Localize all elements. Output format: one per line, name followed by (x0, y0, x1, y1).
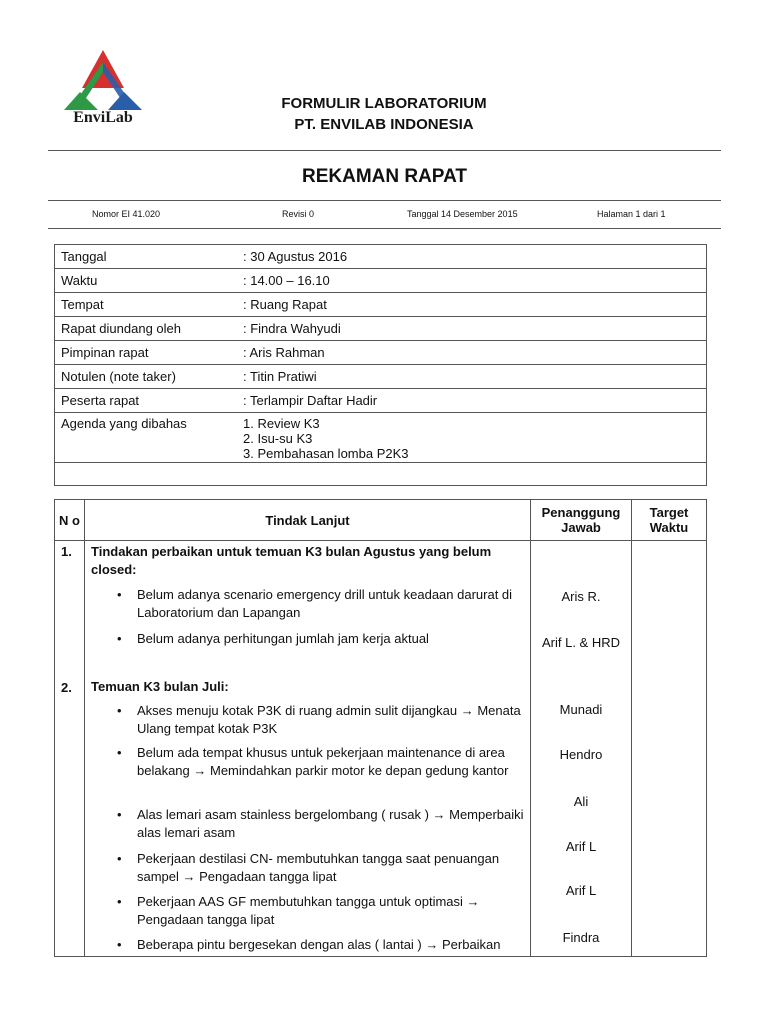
info-label: Pimpinan rapat (55, 341, 238, 365)
bullet-icon: • (117, 631, 122, 646)
agenda-list (237, 413, 707, 463)
bullet-icon: • (117, 745, 122, 760)
info-label: Tempat (55, 293, 238, 317)
meeting-info-table (54, 244, 707, 486)
info-value: : Titin Pratiwi (237, 365, 707, 389)
info-value: : 30 Agustus 2016 (237, 245, 707, 269)
item-heading: Tindakan perbaikan untuk temuan K3 bulan Agustus yang belum closed: (91, 544, 492, 577)
pj-name: Ali (573, 794, 589, 809)
pj-name: Arif L. & HRD (541, 635, 620, 650)
action-table-header (55, 500, 707, 541)
document-title: REKAMAN RAPAT (301, 166, 467, 187)
tindak-cell: Tindakan perbaikan untuk temuan K3 bulan Agustus yang belum closed: • Belum adanya scenario emergency drill untuk keadaan darurat di Laboratorium dan Lapangan • Belum adanya perhitungan jumlah jam kerja aktual Temuan K3 bulan Juli: • Akses menuju kotak P3K di ruang admin sulit dijangkau → Menata Ulang tempat kotak P3K • Belum ada tempat khusus untuk pekerjaan maintenance di area belakang → Memindahkan parkir motor ke depan gedung kantor • Alas lemari asam stainless bergelombang ( rusak ) → Memperbaiki alas lemari asam • Pekerjaan destilasi CN- membutuhkan tangga saat penuangan sampel → Pengadaan tangga lipat • Pekerjaan AAS GF membutuhkan tangga untuk optimasi → Pengadaan tangga lipat • Beberapa pintu bergesekan dengan alas ( lantai ) → Perbaikan (85, 541, 531, 957)
bullet-icon: • (117, 937, 122, 952)
action-table (54, 499, 707, 957)
agenda-row (55, 413, 707, 463)
info-row (55, 317, 707, 341)
info-row (55, 293, 707, 317)
divider (48, 150, 721, 151)
info-label: Notulen (note taker) (55, 365, 238, 389)
info-label: Peserta rapat (55, 389, 238, 413)
divider (48, 228, 721, 229)
doc-page: Halaman 1 dari 1 (597, 209, 666, 219)
info-label: Rapat diundang oleh (55, 317, 238, 341)
pj-name: Findra (562, 930, 600, 945)
info-label: Tanggal (55, 245, 238, 269)
info-value: : Findra Wahyudi (237, 317, 707, 341)
spacer-row (55, 463, 707, 486)
info-value: : Ruang Rapat (237, 293, 707, 317)
form-title: FORMULIR LABORATORIUM (281, 95, 487, 112)
pj-name: Munadi (559, 702, 603, 717)
agenda-label: Agenda yang dibahas (55, 413, 238, 463)
col-target-header: Target Waktu (632, 500, 707, 541)
no-cell (55, 541, 85, 957)
item-number: 2. (61, 680, 72, 695)
bullet-icon: • (117, 894, 122, 909)
doc-date: Tanggal 14 Desember 2015 (407, 209, 518, 219)
pj-name: Arif L (565, 839, 597, 854)
agenda-item: 2. Isu-su K3 (243, 431, 313, 446)
info-row (55, 245, 707, 269)
bullet-icon: • (117, 703, 122, 718)
info-value: : Terlampir Daftar Hadir (237, 389, 707, 413)
info-row (55, 365, 707, 389)
agenda-item: 3. Pembahasan lomba P2K3 (243, 446, 409, 461)
info-row (55, 341, 707, 365)
bullet-icon: • (117, 851, 122, 866)
col-no-header: N o (55, 500, 85, 541)
pj-name: Hendro (559, 747, 603, 762)
col-pj-header: Penanggung Jawab (531, 500, 632, 541)
target-cell (632, 541, 707, 957)
col-tindak-header: Tindak Lanjut (85, 500, 531, 541)
bullet-icon: • (117, 587, 122, 602)
action-body-row (55, 541, 707, 957)
info-value: : 14.00 – 16.10 (237, 269, 707, 293)
pj-name: Aris R. (561, 589, 601, 604)
doc-number: Nomor EI 41.020 (92, 209, 161, 219)
bullet-icon: • (117, 807, 122, 822)
info-row (55, 269, 707, 293)
info-label: Waktu (55, 269, 238, 293)
item-number: 1. (61, 544, 72, 559)
agenda-item: 1. Review K3 (243, 416, 320, 431)
divider (48, 200, 721, 201)
info-row (55, 389, 707, 413)
item-heading: Temuan K3 bulan Juli: (91, 679, 229, 694)
logo-text: EnviLab (73, 109, 133, 126)
pj-name: Arif L (565, 883, 597, 898)
company-name: PT. ENVILAB INDONESIA (294, 116, 474, 133)
info-value: : Aris Rahman (237, 341, 707, 365)
doc-revision: Revisi 0 (282, 209, 315, 219)
pj-cell (531, 541, 632, 957)
